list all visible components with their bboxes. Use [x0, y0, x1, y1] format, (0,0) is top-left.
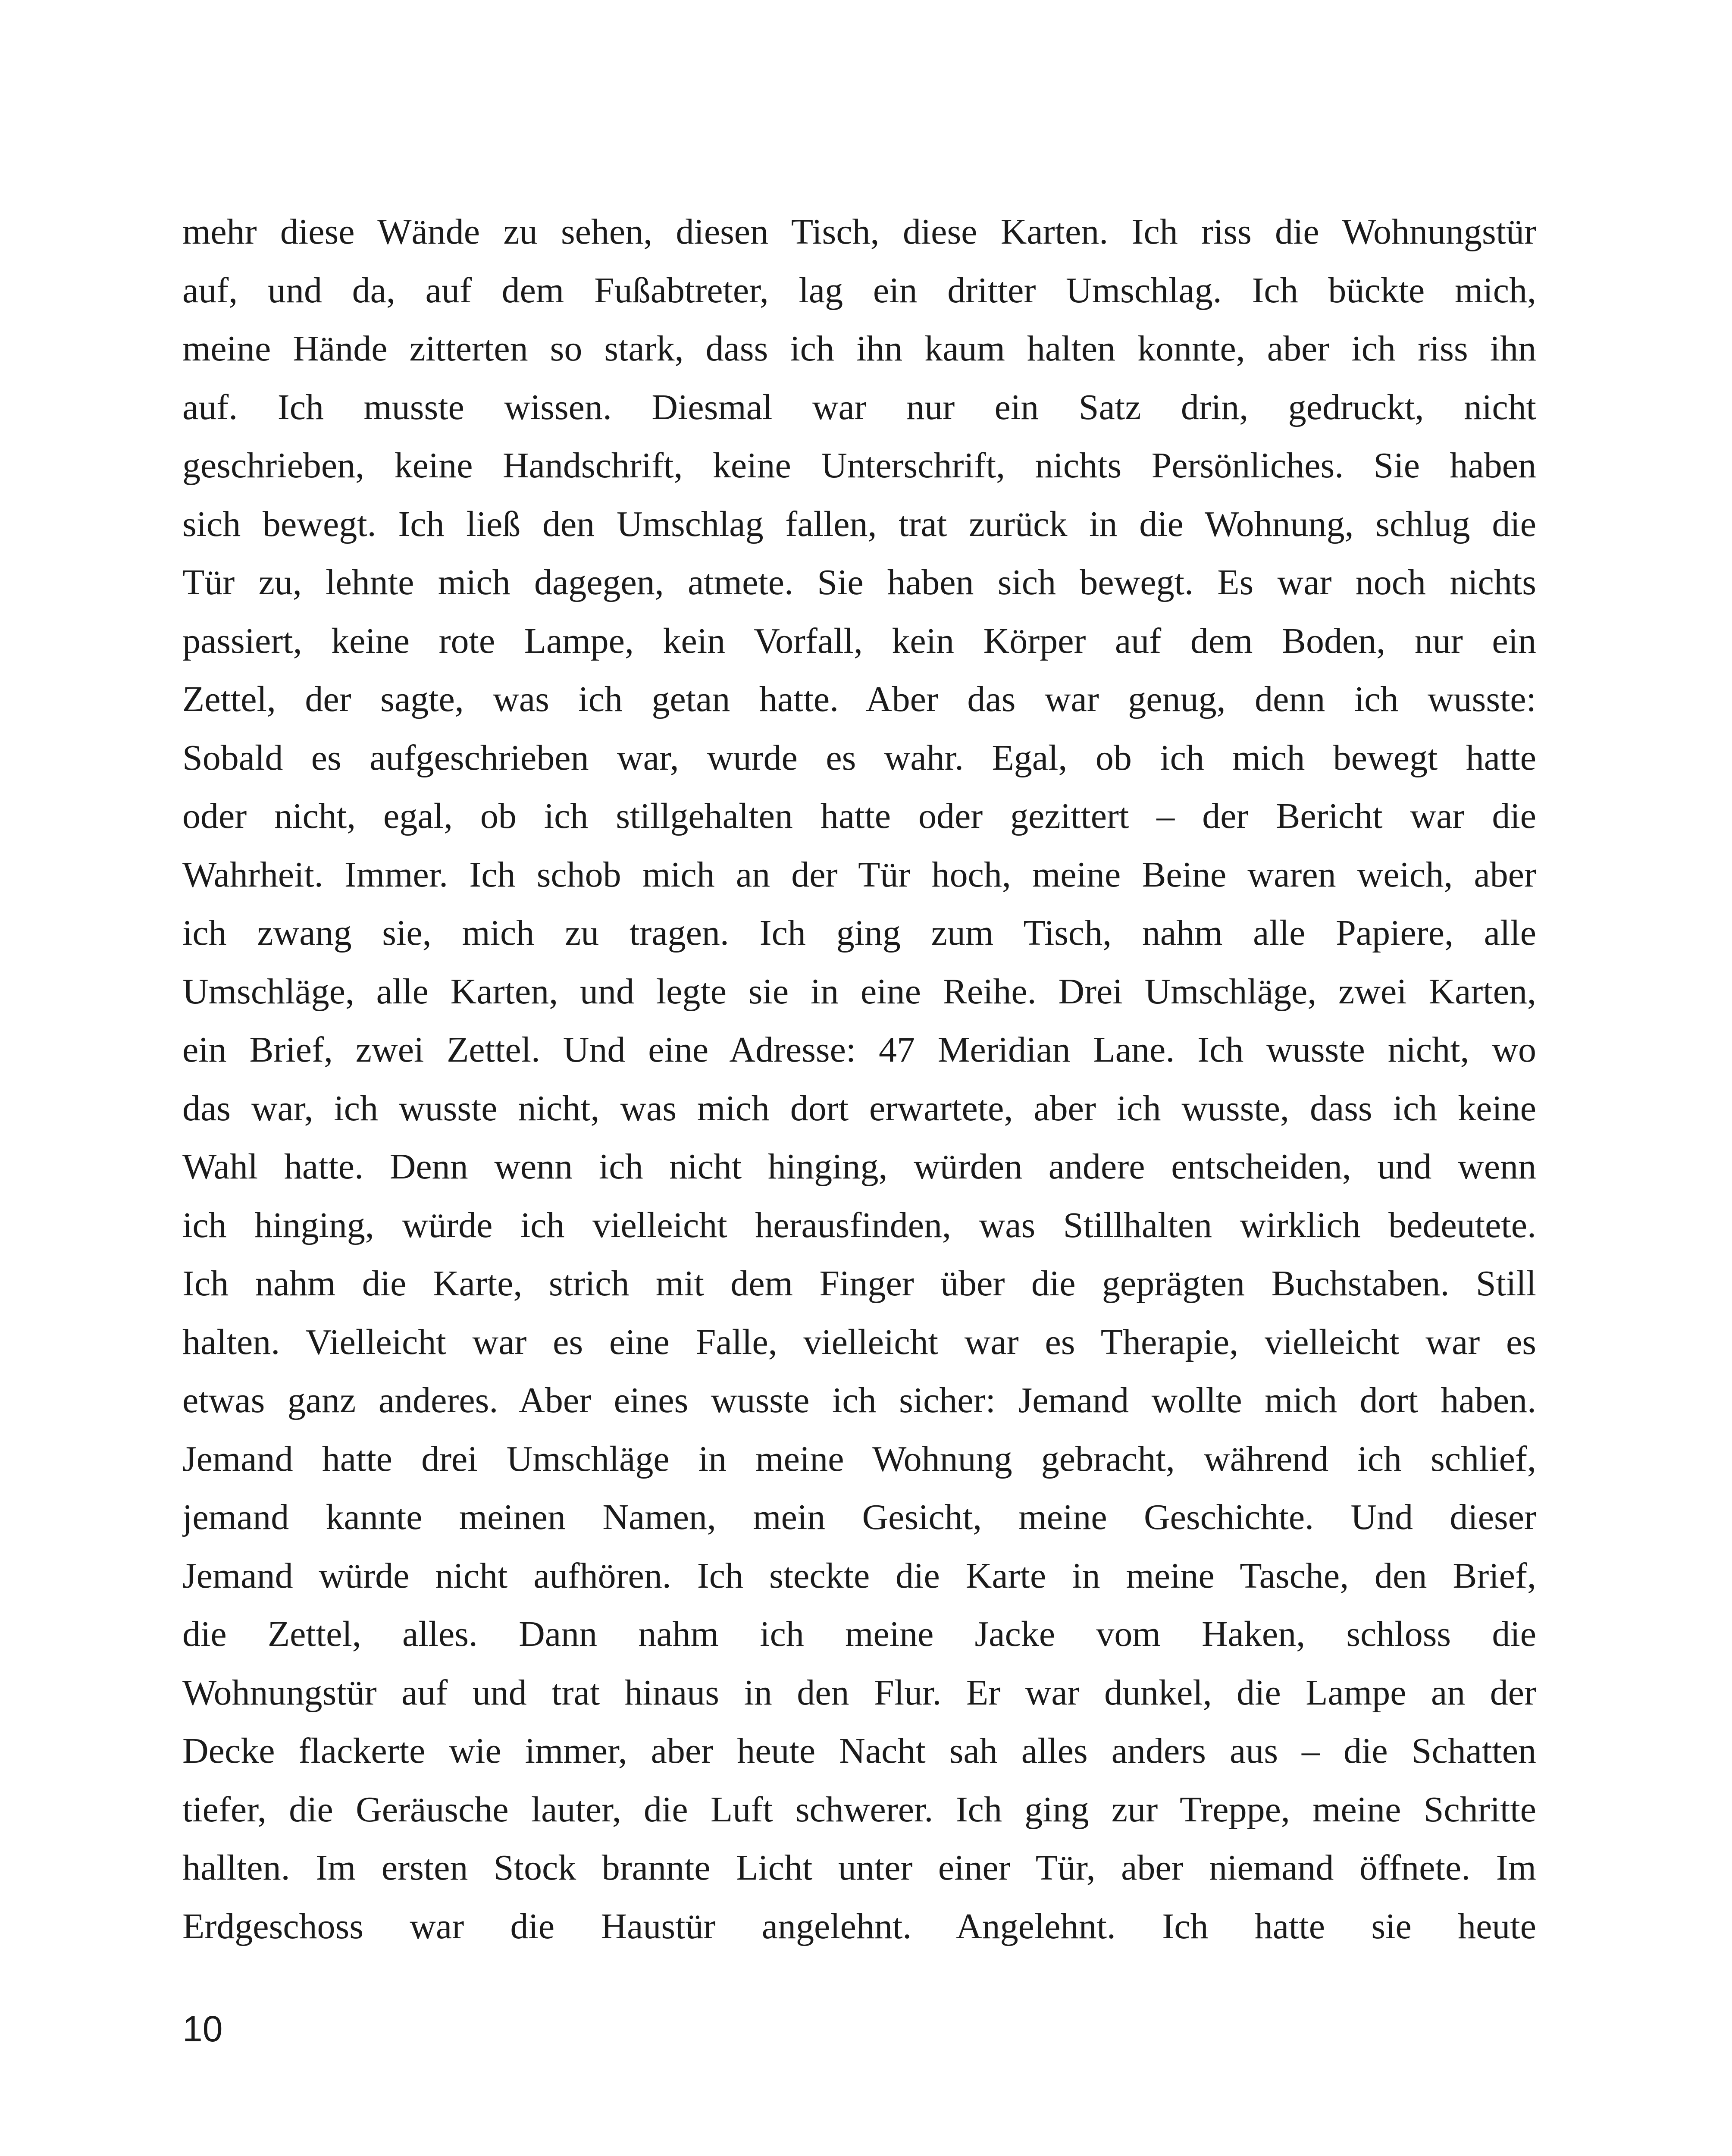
text-line: Sobald es aufgeschrieben war, wurde es wahr. Egal, ob ich mich bewegt hatte: [182, 737, 1536, 778]
text-line: die Zettel, alles. Dann nahm ich meine Jacke vom Haken, schloss die: [182, 1614, 1536, 1654]
text-line: Jemand würde nicht aufhören. Ich steckte die Karte in meine Tasche, den Brief,: [182, 1555, 1536, 1596]
text-line: geschrieben, keine Handschrift, keine Unterschrift, nichts Persönliches. Sie haben: [182, 445, 1536, 486]
body-text: [182, 203, 1536, 1955]
text-line: auf, und da, auf dem Fußabtreter, lag ein dritter Umschlag. Ich bückte mich,: [182, 270, 1536, 310]
text-line: das war, ich wusste nicht, was mich dort erwartete, aber ich wusste, dass ich keine: [182, 1088, 1536, 1128]
text-line: Wahl hatte. Denn wenn ich nicht hinging, würden andere entscheiden, und wenn: [182, 1147, 1536, 1187]
text-line: oder nicht, egal, ob ich stillgehalten hatte oder gezittert – der Bericht war die: [182, 796, 1536, 836]
text-line: halten. Vielleicht war es eine Falle, vielleicht war es Therapie, vielleicht war es: [182, 1322, 1536, 1362]
text-line: passiert, keine rote Lampe, kein Vorfall, kein Körper auf dem Boden, nur ein: [182, 620, 1536, 661]
text-line: ich zwang sie, mich zu tragen. Ich ging zum Tisch, nahm alle Papiere, alle: [182, 913, 1536, 953]
page-number: 10: [182, 2009, 223, 2049]
text-line: jemand kannte meinen Namen, mein Gesicht, meine Geschichte. Und dieser: [182, 1497, 1536, 1537]
text-line: Wohnungstür auf und trat hinaus in den Flur. Er war dunkel, die Lampe an der: [182, 1672, 1536, 1713]
text-line: Erdgeschoss war die Haustür angelehnt. Angelehnt. Ich hatte sie heute: [182, 1906, 1536, 1946]
text-line: Wahrheit. Immer. Ich schob mich an der Tür hoch, meine Beine waren weich, aber: [182, 854, 1536, 895]
text-line: Jemand hatte drei Umschläge in meine Wohnung gebracht, während ich schlief,: [182, 1438, 1536, 1479]
text-line: auf. Ich musste wissen. Diesmal war nur ein Satz drin, gedruckt, nicht: [182, 387, 1536, 427]
text-line: Ich nahm die Karte, strich mit dem Finger über die geprägten Buchstaben. Still: [182, 1263, 1536, 1304]
text-line: ein Brief, zwei Zettel. Und eine Adresse: 47 Meridian Lane. Ich wusste nicht, wo: [182, 1030, 1536, 1070]
text-line: tiefer, die Geräusche lauter, die Luft schwerer. Ich ging zur Treppe, meine Schritte: [182, 1789, 1536, 1830]
text-line: meine Hände zitterten so stark, dass ich ihn kaum halten konnte, aber ich riss ihn: [182, 329, 1536, 369]
text-line: Zettel, der sagte, was ich getan hatte. Aber das war genug, denn ich wusste:: [182, 679, 1536, 719]
text-line: Decke flackerte wie immer, aber heute Nacht sah alles anders aus – die Schatten: [182, 1731, 1536, 1771]
text-line: ich hinging, würde ich vielleicht herausfinden, was Stillhalten wirklich bedeutete.: [182, 1205, 1536, 1245]
text-line: hallten. Im ersten Stock brannte Licht unter einer Tür, aber niemand öffnete. Im: [182, 1848, 1536, 1888]
text-line: Umschläge, alle Karten, und legte sie in eine Reihe. Drei Umschläge, zwei Karten,: [182, 971, 1536, 1012]
text-line: etwas ganz anderes. Aber eines wusste ich sicher: Jemand wollte mich dort haben.: [182, 1380, 1536, 1420]
text-line: sich bewegt. Ich ließ den Umschlag fallen, trat zurück in die Wohnung, schlug die: [182, 504, 1536, 544]
text-line: Tür zu, lehnte mich dagegen, atmete. Sie haben sich bewegt. Es war noch nichts: [182, 562, 1536, 602]
text-line: mehr diese Wände zu sehen, diesen Tisch, diese Karten. Ich riss die Wohnungstür: [182, 212, 1536, 252]
